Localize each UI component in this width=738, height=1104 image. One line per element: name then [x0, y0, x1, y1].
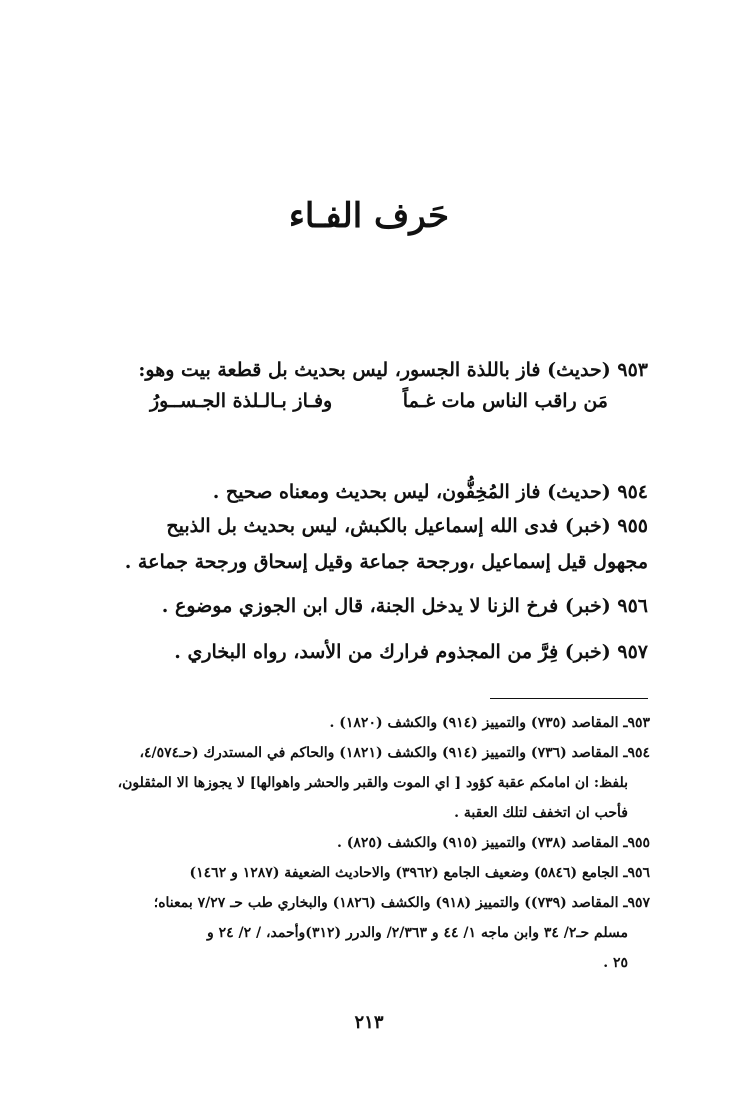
verse-first-hemistich: مَن راقب الناس مات غـماً: [402, 390, 608, 412]
entry-955: [88, 508, 648, 580]
entry-957: ٩٥٧ (خبر) فِرَّ من المجذوم فرارك من الأسد، رواه البخاري .: [174, 641, 648, 663]
footnote-separator: [490, 698, 648, 699]
footnote-954-line-2: بلفظ: ان امامكم عقبة كؤود [ اي الموت والقبر والحشر واهوالها] لا يجوزها الا المثقلون،: [117, 775, 628, 791]
footnote-957-line-1: ٩٥٧ـ المقاصد (٧٣٩)) والتمييز (٩١٨) والكشف (١٨٢٦) والبخاري طب حـ ٧/٢٧ بمعناه؛: [153, 895, 650, 911]
entry-953: ٩٥٣ (حديث) فاز باللذة الجسور، ليس بحديث بل قطعة بيت وهو:: [138, 359, 648, 381]
entry-955-line-2: مجهول قيل إسماعيل ،ورجحة جماعة وقيل إسحاق ورجحة جماعة .: [124, 551, 648, 573]
page-number: ٢١٣: [354, 1012, 384, 1033]
footnote-956: ٩٥٦ـ الجامع (٥٨٤٦) وضعيف الجامع (٣٩٦٢) والاحاديث الضعيفة (١٢٨٧ و ١٤٦٢): [189, 865, 650, 881]
footnote-957-line-2: مسلم حـ٢/ ٣٤ وابن ماجه ١/ ٤٤ و ٢/٣٦٣/ والدرر (٣١٢)وأحمد، / ٢/ ٢٤ و: [206, 925, 628, 941]
footnote-953: ٩٥٣ـ المقاصد (٧٣٥) والتمييز (٩١٤) والكشف (١٨٢٠) .: [329, 715, 650, 731]
entry-954: ٩٥٤ (حديث) فاز المُخِفُّون، ليس بحديث ومعناه صحيح .: [212, 481, 648, 503]
entry-955-line-1: ٩٥٥ (خبر) فدى الله إسماعيل بالكبش، ليس بحديث بل الذبيح: [166, 515, 648, 537]
chapter-title: حَرف الفـاء: [288, 196, 450, 236]
footnotes: [88, 708, 650, 978]
footnote-954-line-3: فأحب ان اتخفف لتلك العقبة .: [454, 805, 628, 821]
footnote-955: ٩٥٥ـ المقاصد (٧٣٨) والتمييز (٩١٥) والكشف (٨٢٥) .: [337, 835, 650, 851]
poetry-verse: [150, 390, 608, 412]
footnote-957-line-3: ٢٥ .: [603, 955, 628, 971]
entry-956: ٩٥٦ (خبر) فرخ الزنا لا يدخل الجنة، قال ابن الجوزي موضوع .: [161, 595, 648, 617]
verse-second-hemistich: وفـاز بـالـلذة الجـســورُ: [150, 390, 333, 412]
footnote-954-line-1: ٩٥٤ـ المقاصد (٧٣٦) والتمييز (٩١٤) والكشف (١٨٢١) والحاكم في المستدرك (حـ٤/٥٧٤،: [139, 745, 650, 761]
